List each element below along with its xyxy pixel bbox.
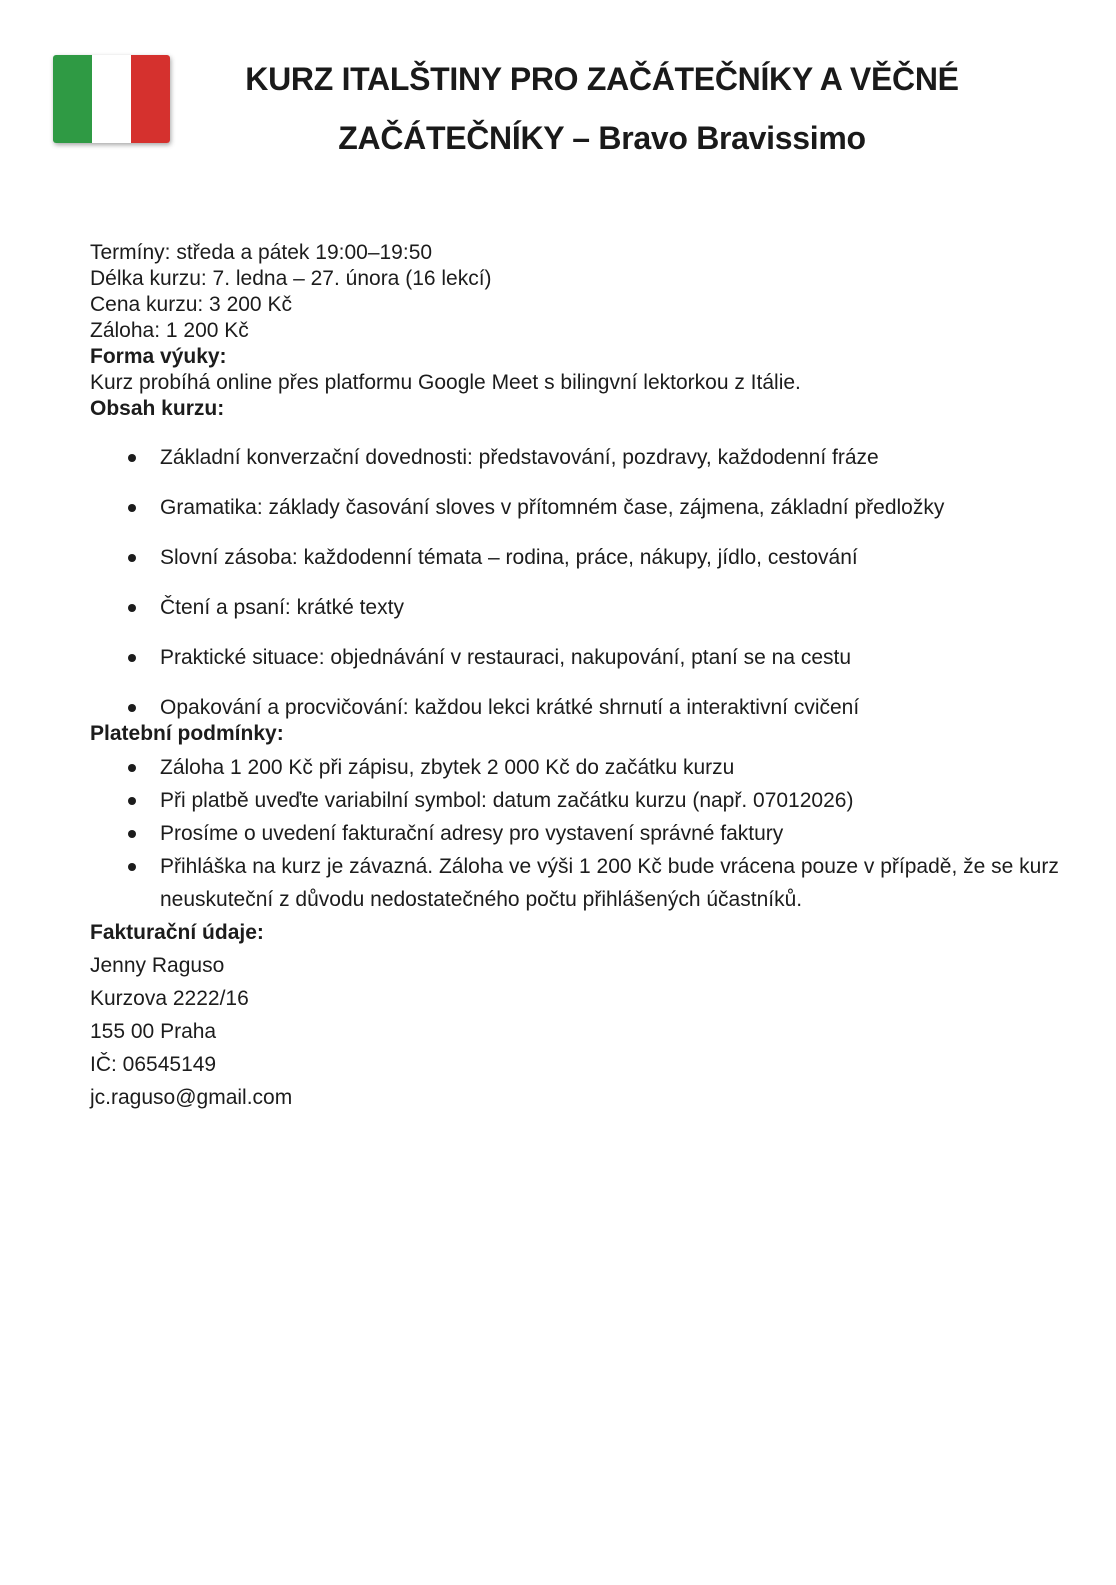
section-heading-teaching-format: Forma výuky:: [90, 345, 227, 368]
teaching-format-text: Kurz probíhá online přes platformu Google Meet s bilingvní lektorkou z Itálie.: [90, 371, 801, 394]
flag-stripe-green: [53, 55, 92, 143]
billing-street: Kurzova 2222/16: [90, 987, 249, 1010]
list-item: Přihláška na kurz je závazná. Záloha ve výši 1 200 Kč bude vrácena pouze v případě, že se kurz neuskuteční z důvodu nedostatečného počtu přihlášených účastníků.: [90, 850, 1076, 916]
list-item: Záloha 1 200 Kč při zápisu, zbytek 2 000 Kč do začátku kurzu: [90, 751, 1076, 784]
billing-name: Jenny Raguso: [90, 954, 225, 977]
course-duration-line: Délka kurzu: 7. ledna – 27. února (16 lekcí): [90, 267, 492, 290]
list-item: Prosíme o uvedení fakturační adresy pro vystavení správné faktury: [90, 817, 1076, 850]
list-item: Při platbě uveďte variabilní symbol: datum začátku kurzu (např. 07012026): [90, 784, 1076, 817]
list-item: Čtení a psaní: krátké texty: [90, 595, 1076, 621]
billing-city: 155 00 Praha: [90, 1020, 217, 1043]
list-item: Slovní zásoba: každodenní témata – rodina, práce, nákupy, jídlo, cestování: [90, 545, 1076, 571]
course-content-list: [90, 422, 1076, 721]
course-price-line: Cena kurzu: 3 200 Kč: [90, 293, 292, 316]
course-deposit-line: Záloha: 1 200 Kč: [90, 319, 249, 342]
document-header: [0, 0, 1116, 240]
list-item: Gramatika: základy časování sloves v přítomném čase, zájmena, základní předložky: [90, 495, 1076, 521]
section-heading-course-content: Obsah kurzu:: [90, 397, 225, 420]
course-schedule-line: Termíny: středa a pátek 19:00–19:50: [90, 241, 433, 264]
list-item: Praktické situace: objednávání v restauraci, nakupování, ptaní se na cestu: [90, 645, 1076, 671]
billing-email: jc.raguso@gmail.com: [90, 1086, 293, 1109]
billing-company-id: IČ: 06545149: [90, 1053, 217, 1076]
page-title-line-1: KURZ ITALŠTINY PRO ZAČÁTEČNÍKY A VĚČNÉ: [245, 61, 959, 97]
payment-terms-list: [90, 751, 1076, 916]
page-title: [88, 50, 1116, 168]
list-item: Opakování a procvičování: každou lekci krátké shrnutí a interaktivní cvičení: [90, 695, 1076, 721]
section-heading-payment-terms: Platební podmínky:: [90, 722, 284, 745]
page-title-line-2: ZAČÁTEČNÍKY – Bravo Bravissimo: [338, 120, 866, 156]
section-heading-billing-info: Fakturační údaje:: [90, 921, 264, 944]
document-body: [0, 240, 1116, 1114]
list-item: Základní konverzační dovednosti: představování, pozdravy, každodenní fráze: [90, 445, 1076, 471]
